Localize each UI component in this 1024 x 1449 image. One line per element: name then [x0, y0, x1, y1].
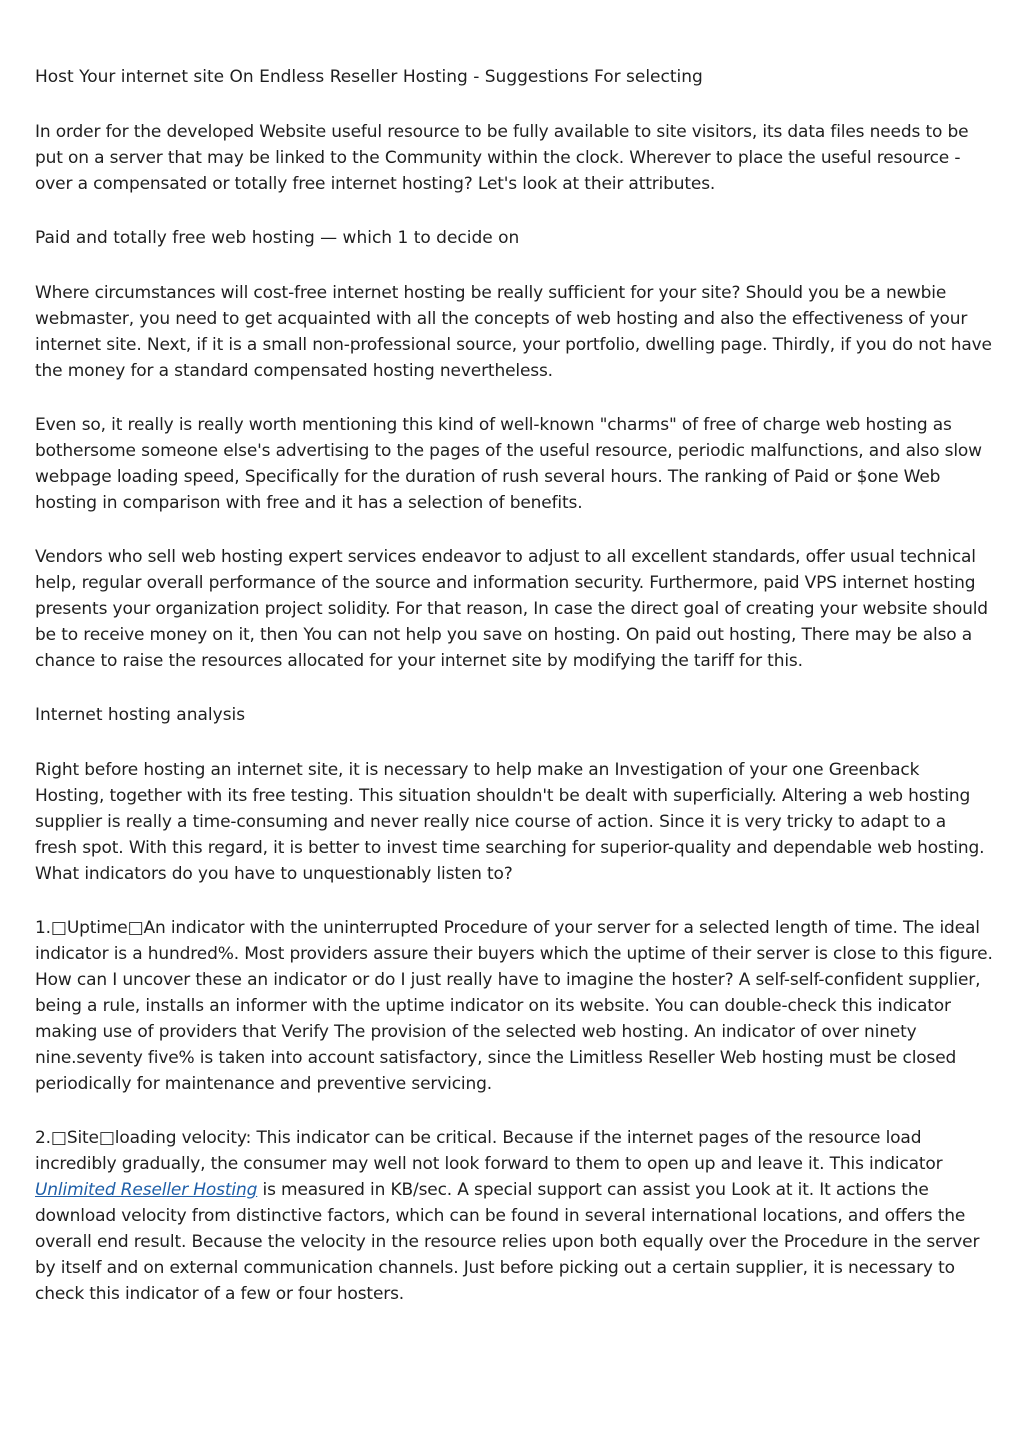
item2-text-after: is measured in KB/sec. A special support can assist you Look at it. It actions the download velocity from distinctive factors, which can be found in several international locations, and offers the overall end result. Because the velocity in the resource relies upon both equally over the Procedure in the server by itself and on external communication channels. Just before picking out a certain supplier, it is necessary to check this indicator of a few or four hosters.	[35, 1180, 980, 1304]
unlimited-reseller-hosting-link[interactable]: Unlimited Reseller Hosting	[35, 1180, 258, 1200]
vendors-paragraph: Vendors who sell web hosting expert services endeavor to adjust to all excellent standards, offer usual technical help, regular overall performance of the source and information security. Furthermore, paid VPS internet hosting presents your organization project solidity. For that reason, In case the direct goal of creating your website should be to receive money on it, then You can not help you save on hosting. On paid out hosting, There may be also a chance to raise the resources allocated for your internet site by modifying the tariff for this.	[35, 547, 988, 671]
analysis-paragraph: Right before hosting an internet site, it is necessary to help make an Investigation of your one Greenback Hosting, together with its free testing. This situation shouldn't be dealt with superficially. Altering a web hosting supplier is really a time-consuming and never really nice course of action. Since it is very tricky to adapt to a fresh spot. With this regard, it is better to invest time searching for superior-quality and dependable web hosting. What indicators do you have to unquestionably listen to?	[35, 760, 985, 884]
heading-analysis: Internet hosting analysis	[35, 705, 246, 725]
heading-paid-free: Paid and totally free web hosting — which 1 to decide on	[35, 228, 520, 248]
loading-velocity-item	[35, 1125, 993, 1307]
uptime-item: 1.□Uptime□An indicator with the uninterrupted Procedure of your server for a selected length of time. The ideal indicator is a hundred%. Most providers assure their buyers which the uptime of their server is close to this figure. How can I uncover these an indicator or do I just really have to imagine the hoster? A self-self-confident supplier, being a rule, installs an informer with the uptime indicator on its website. You can double-check this indicator making use of providers that Verify The provision of the selected web hosting. An indicator of over ninety nine.seventy five% is taken into account satisfactory, since the Limitless Reseller Web hosting must be closed periodically for maintenance and preventive servicing.	[35, 918, 993, 1094]
item2-text-before: 2.□Site□loading velocity: This indicator can be critical. Because if the internet pages of the resource load incredibly gradually, the consumer may well not look forward to them to open up and leave it. This indicator	[35, 1128, 943, 1174]
document-title: Host Your internet site On Endless Reseller Hosting - Suggestions For selecting	[35, 67, 703, 87]
charms-paragraph: Even so, it really is really worth mentioning this kind of well-known "charms" of free of charge web hosting as bothersome someone else's advertising to the pages of the useful resource, periodic malfunctions, and also slow webpage loading speed, Specifically for the duration of rush several hours. The ranking of Paid or $one Web hosting in comparison with free and it has a selection of benefits.	[35, 415, 982, 513]
intro-paragraph: In order for the developed Website useful resource to be fully available to site visitors, its data files needs to be put on a server that may be linked to the Community within the clock. Wherever to place the useful resource - over a compensated or totally free internet hosting? Let's look at their attributes.	[35, 122, 969, 194]
free-hosting-paragraph: Where circumstances will cost-free internet hosting be really sufficient for your site? Should you be a newbie webmaster, you need to get acquainted with all the concepts of web hosting and also the effectiveness of your internet site. Next, if it is a small non-professional source, your portfolio, dwelling page. Thirdly, if you do not have the money for a standard compensated hosting nevertheless.	[35, 283, 992, 381]
